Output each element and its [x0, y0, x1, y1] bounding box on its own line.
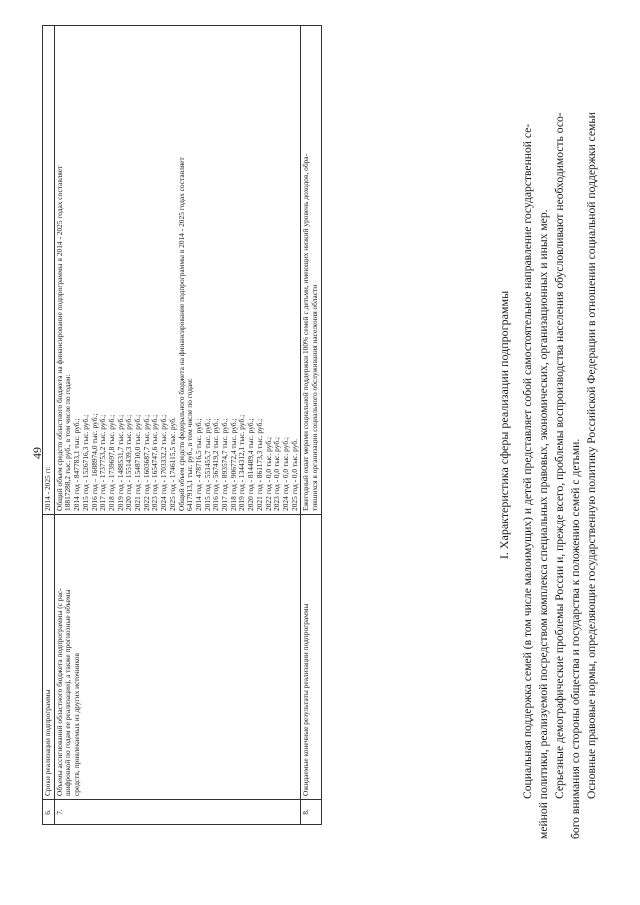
row-value-line: 2014 год - 847783,1 тыс. руб.;: [72, 418, 82, 511]
row-value-line: 2024 год - 0,0 тыс. руб.;: [280, 437, 290, 511]
row-value-line: 2019 год - 1344312,1 тыс. руб.;: [237, 414, 247, 511]
row-value-line: 2025 год - 1746115,5 тыс. руб.: [167, 417, 177, 511]
row-value: [301, 26, 321, 515]
row-value-line: 2015 год - 551455,7 тыс. руб.;: [202, 418, 212, 511]
row-value-line: 2018 год - 906772,4 тыс. руб.;: [228, 418, 238, 511]
table-row: [54, 26, 301, 825]
row-value-line: 2025 год - 0,0 тыс. руб.: [289, 439, 299, 511]
row-label: [54, 515, 301, 800]
row-value-line: 6417913,1 тыс. руб., в том числе по годам:: [185, 378, 195, 511]
row-number: 8.: [301, 800, 321, 825]
row-value-line: 2020 год - 814489,4 тыс. руб.;: [246, 418, 256, 511]
row-value-line: Ежегодный охват мерами социальной поддержки 100% семей с детьми, имеющих низкий уровень доходов, обра-: [301, 153, 311, 511]
row-value-line: 2024 год - 1703332,2 тыс. руб.;: [159, 414, 169, 511]
row-value-line: 2015 год - 1526716,3 тыс. руб.;: [80, 414, 90, 511]
row-value: [43, 26, 55, 515]
paragraph-line: Основные правовые нормы, определяющие государственную политику Российской Федерации в отношении социальной поддержки семьи: [585, 112, 598, 799]
row-label-line: Объемы ассигнований областного бюджета подпрограммы (с рас-: [54, 588, 64, 796]
row-label-line: Ожидаемые конечные результаты реализации подпрограммы: [301, 603, 311, 796]
row-value-line: Общий объем средств областного бюджета на финансирование подпрограммы в 2014 - 2025 годах составляет: [54, 165, 64, 511]
passport-table-body: [43, 26, 322, 825]
row-value-line: 2014 - 2025 гг.: [43, 466, 52, 511]
row-number: 7.: [54, 800, 301, 825]
row-label-line: шифровкой по годам ее реализации), а также прогнозные объемы: [63, 589, 73, 796]
row-value-line: 2014 год - 478716,5 тыс. руб.;: [193, 418, 203, 511]
row-value-line: 2021 год - 861173,3 тыс. руб.;: [254, 418, 264, 511]
passport-table: [42, 25, 322, 825]
row-label-line: Сроки реализации подпрограммы: [43, 689, 52, 796]
row-value: [54, 26, 301, 515]
row-value-line: 2020 год - 1551439,3 тыс. руб.;: [124, 414, 134, 511]
row-value-line: 18817288,2 тыс. руб., в том числе по годам:: [63, 374, 73, 511]
row-value-line: 2017 год - 1737753,2 тыс. руб.;: [98, 414, 108, 511]
body-text: [520, 9, 600, 839]
section-heading: I. Характеристика сферы реализации подпрограммы: [497, 290, 511, 560]
table-row: [301, 26, 321, 825]
row-label: [43, 515, 55, 800]
row-value-line: 2016 год – 1688974,0 тыс. руб.;: [89, 413, 99, 511]
paragraph-line: бого внимания со стороны общества и государства к положению семей с детьми.: [569, 438, 582, 839]
row-label-line: средств, привлекаемых из других источников: [72, 652, 82, 796]
paragraph-line: Социальная поддержка семей (в том числе малоимущих) и детей представляет собой самостоятельное направление государственной се-: [521, 123, 534, 799]
row-number: 6.: [43, 800, 55, 825]
row-value-line: 2022 год - 1603687,7 тыс. руб.;: [141, 414, 151, 511]
row-value-line: Общий объем средств федерального бюджета на финансирование подпрограммы в 2014 - 2025 годах составляет: [176, 157, 186, 511]
row-value-line: 2019 год - 1488531,7 тыс. руб.;: [115, 414, 125, 511]
table-row: [43, 26, 55, 825]
row-value-line: 2023 год - 1654747,6 тыс. руб.;: [150, 414, 160, 511]
row-label: [301, 515, 321, 800]
row-value-line: 2021 год - 1548710,0 тыс. руб.;: [133, 414, 143, 511]
row-value-line: 2016 год - 567419,2 тыс. руб.;: [211, 418, 221, 511]
row-value-line: тившихся в организации социального обслуживания населения области: [310, 284, 320, 511]
row-value-line: 2018 год - 1739697,8 тыс. руб.;: [106, 414, 116, 511]
row-value-line: 2022 год - 0,0 тыс. руб.;: [263, 437, 273, 511]
page-number: 49: [30, 447, 44, 459]
row-value-line: 2017 год - 893574,7 тыс. руб.;: [220, 418, 230, 511]
row-value-line: 2023 год - 0,0 тыс. руб.;: [272, 437, 282, 511]
paragraph-line: Серьезные демографические проблемы России и, прежде всего, проблемы воспроизводства населения обусловливают необходимость осо-: [553, 112, 566, 799]
paragraph-line: мейной политики, реализуемой посредством комплекса специальных правовых, экономических, организационных и иных мер.: [537, 209, 550, 839]
